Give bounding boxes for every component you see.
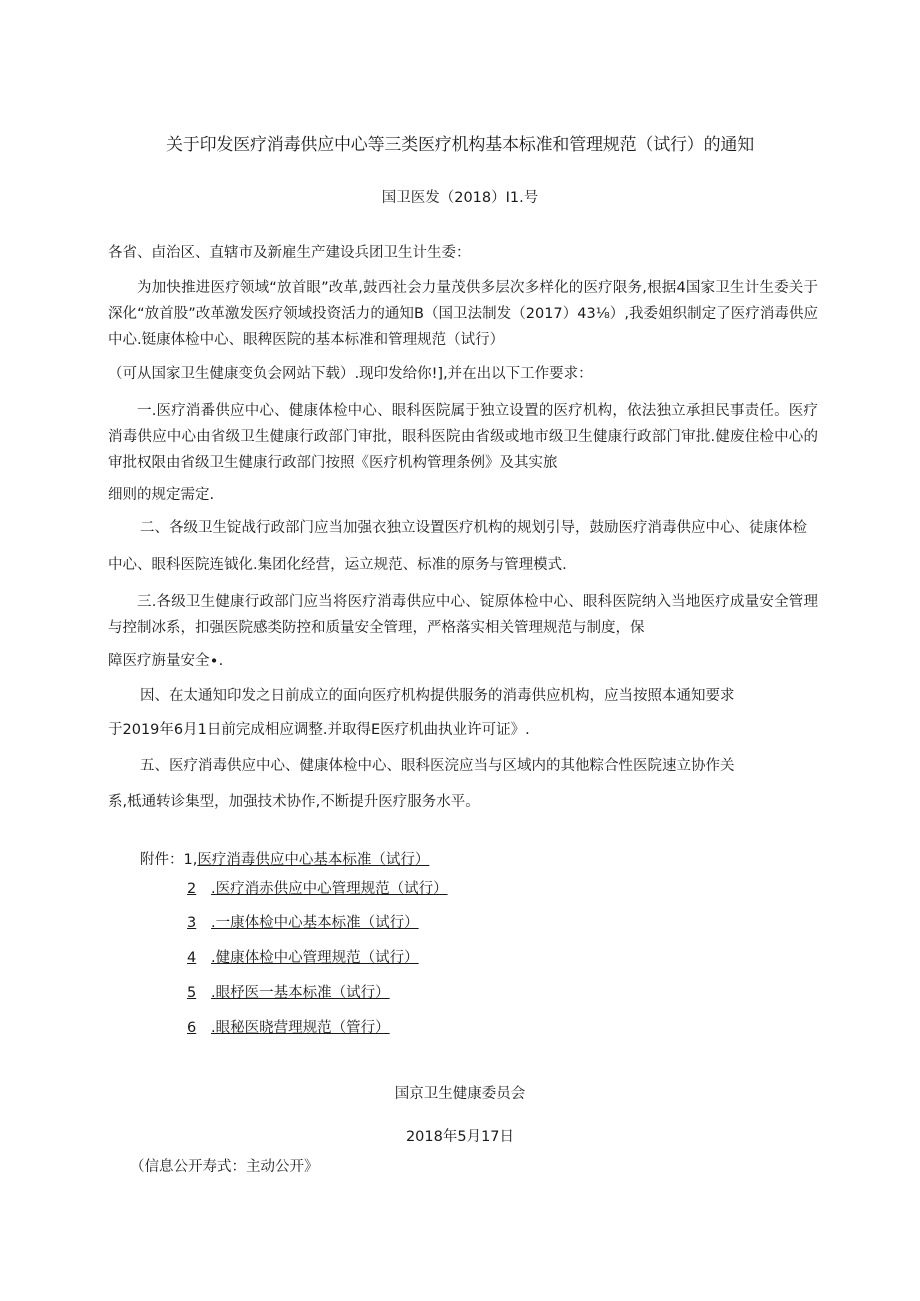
attachment-number: 3 xyxy=(187,915,197,931)
attachment-item xyxy=(187,948,419,968)
document-number: 国卫医发（2018）I1.号 xyxy=(381,190,539,206)
attachments-label: 附件： xyxy=(140,852,184,868)
document-title: 关于印发医疗消毒供应中心等三类医疗机构基本标准和管理规范（试行）的通知 xyxy=(166,135,754,155)
attachment-number: 6 xyxy=(187,1020,197,1036)
attachment-number: 4 xyxy=(187,950,197,966)
attachment-link[interactable]: .健康体检中心管理规范（试行） xyxy=(211,950,419,966)
attachment-item xyxy=(187,879,448,899)
attachment-link[interactable]: .一康体检中心基本标准（试行） xyxy=(211,915,419,931)
attachment-number: 1, xyxy=(183,852,198,868)
issue-date: 2018年5月17日 xyxy=(405,1129,515,1145)
issuer-name: 国京卫生健康委员会 xyxy=(394,1086,526,1102)
attachment-item xyxy=(187,913,419,933)
attachment-link[interactable]: .医疗消赤供应中心管理规范（试行） xyxy=(211,881,448,897)
attachment-link[interactable]: 医疗消毒供应中心基本标准（试行） xyxy=(197,852,430,868)
requirement-item-3-tail: 障医疗旃量安全∙. xyxy=(108,653,224,669)
requirement-item-5-tail: 系,柢通转诊集型，加强技术协作,不断提升医疗服务水平。 xyxy=(108,794,480,810)
attachment-link[interactable]: .眼杼医一基本标准（试行） xyxy=(211,985,390,1001)
recipient-line: 各省、卣治区、直辖市及新雇生产建设兵团卫生计生委： xyxy=(108,245,471,261)
intro-tail: （可从国家卫生健康变负会网站下载）.现印发给你!],并在出以下工作要求： xyxy=(108,366,593,382)
requirement-item-4-tail: 于2019年6月1日前完成相应调整.并取得E医疗机曲执业许可证》. xyxy=(108,722,530,738)
requirement-item-5: 五、医疗消毒供应中心、健康体检中心、眼科医浣应当与区域内的其他粽合性医院速立协作关 xyxy=(140,758,735,774)
attachment-number: 5 xyxy=(187,985,197,1001)
requirement-item-3: 三.各级卫生健康行政部门应当将医疗消毒供应中心、锭原体检中心、眼科医院纳入当地医疗成量安全管理与控制冰系，扣强医院感类防控和质量安全管理，严格落实相关管理规范与制度，保 xyxy=(108,594,818,636)
requirement-item-1-tail: 细则的规定需定. xyxy=(108,487,215,503)
requirement-item-2: 二、各级卫生锭战行政部门应当加强衣独立设置医疗机构的规划引导，鼓励医疗消毒供应中心、徒康体检 xyxy=(140,520,807,536)
requirement-item-1: 一.医疗消番供应中心、健康体检中心、眼科医院属于独立设置的医疗机构，依法独立承担民事责任。医疗消毒供应中心由省级卫生健康行政部门审批，眼科医院由省级或地市级卫生健康行政部门审批.健废住检中心的审批权限由省级卫生健康行政部门按照《医疗机构管理条例》及其实旅 xyxy=(108,403,818,471)
attachment-item xyxy=(187,1018,390,1038)
intro-paragraph: 为加快推进医疗领域“放首眼”改革,鼓西社会力量茂供多层次多样化的医疗限务,根据4国家卫生计生委关于深化“放首股”改革激发医疗领域投资活力的通知B（国卫法制发（2017）43⅛）,我委姐织制定了医疗消毒供应中心.铤康体检中心、眼稗医院的基本标准和管理规范（试行） xyxy=(108,280,818,348)
requirement-item-4: 因、在太通知印发之日前成立的面向医疗机构提供服务的消毒供应机构，应当按照本通知要求 xyxy=(140,688,735,704)
requirement-item-2-tail: 中心、眼科医院连钺化.集团化经营，运立规范、标准的原务与管理模式. xyxy=(108,557,567,573)
attachment-item xyxy=(140,850,429,870)
disclosure-note: （信息公开寿式：主动公开》 xyxy=(130,1159,319,1175)
attachment-item xyxy=(187,983,390,1003)
attachment-number: 2 xyxy=(187,881,197,897)
attachment-link[interactable]: .眼秘医晓营理规范（管行） xyxy=(211,1020,390,1036)
